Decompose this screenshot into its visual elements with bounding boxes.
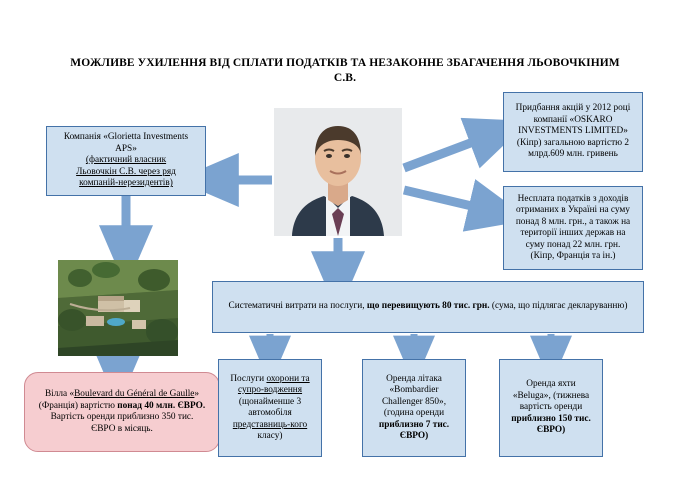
yacht-line-3: вартість оренди xyxy=(519,402,583,413)
yacht-line-5: ЄВРО) xyxy=(536,425,566,436)
company-line-1: Компанія «Glorietta Investments xyxy=(63,132,189,143)
yacht-line-1: Оренда яхти xyxy=(526,379,576,390)
security-line-6: класу) xyxy=(257,431,283,441)
villa-line-1-pre: Вілла « xyxy=(44,389,75,399)
unpaid-tax-line-2: отриманих в Україні на суму xyxy=(516,205,630,215)
shares-line-3: INVESTMENTS LIMITED» xyxy=(518,126,628,137)
security-line-1-underlined: охорони та xyxy=(266,373,310,384)
security-line-4: автомобіля xyxy=(248,408,292,418)
node-plane-rental[interactable] xyxy=(362,359,466,457)
shares-line-2: компанії «OSKARO xyxy=(533,114,613,125)
plane-line-2: «Bombardier xyxy=(389,385,439,395)
company-line-3: (фактичний власник xyxy=(85,155,167,166)
node-shares-purchase[interactable] xyxy=(503,92,643,172)
yacht-line-4: приблизно 150 тис. xyxy=(511,413,591,424)
expenses-text-2: (сума, що підлягає декларуванню) xyxy=(489,301,628,312)
villa-line-4: ЄВРО в місяць. xyxy=(91,423,153,434)
security-line-5: представниць-кого xyxy=(232,419,308,430)
node-unpaid-tax[interactable] xyxy=(503,186,643,270)
unpaid-tax-line-4: території інших держав на xyxy=(520,228,626,238)
security-line-2: супро-водження xyxy=(237,385,303,395)
security-line-1: Послуги xyxy=(230,373,267,384)
unpaid-tax-line-1: Несплата податків з доходів xyxy=(517,193,629,204)
expenses-text-1: Систематичні витрати на послуги, xyxy=(228,301,367,312)
portrait-photo xyxy=(274,108,402,236)
plane-line-4: (година оренди xyxy=(383,408,445,418)
node-villa-description[interactable] xyxy=(24,372,220,452)
villa-aerial-image xyxy=(58,260,178,356)
company-line-2: APS» xyxy=(115,143,137,154)
shares-line-5: млрд.609 млн. гривень xyxy=(528,149,618,160)
node-company[interactable] xyxy=(46,126,206,196)
portrait-illustration xyxy=(274,108,402,236)
unpaid-tax-line-5: суму понад 22 млн. грн. xyxy=(525,239,621,250)
node-security-services[interactable] xyxy=(218,359,322,457)
plane-line-1: Оренда літака xyxy=(386,373,442,384)
unpaid-tax-line-3: понад 8 млн. грн., а також на xyxy=(515,216,631,227)
villa-address-link[interactable]: Boulevard du Général de Gaulle xyxy=(74,389,195,399)
arrow-photo-to-unpaid-tax xyxy=(404,190,497,212)
villa-aerial-illustration xyxy=(58,260,178,356)
arrow-photo-to-shares xyxy=(404,133,497,168)
node-yacht-rental[interactable] xyxy=(499,359,603,457)
expenses-text-highlight: що перевищують 80 тис. грн. xyxy=(366,301,490,312)
shares-line-4: (Кіпр) загальною вартістю 2 xyxy=(516,137,630,148)
company-line-4: Льовочкін С.В. через ряд xyxy=(76,166,176,177)
page-title-text: МОЖЛИВЕ УХИЛЕННЯ ВІД СПЛАТИ ПОДАТКІВ ТА НЕЗАКОННЕ ЗБАГАЧЕННЯ ЛЬОВОЧКІНИМ С.В. xyxy=(70,57,620,84)
yacht-line-2: «Beluga», (тижнева xyxy=(512,390,590,401)
page-title xyxy=(60,56,630,86)
plane-line-6: ЄВРО) xyxy=(399,431,429,441)
unpaid-tax-line-6: (Кіпр, Франція та ін.) xyxy=(530,251,616,261)
node-systematic-expenses[interactable] xyxy=(212,281,644,333)
villa-value: понад 40 млн. ЄВРО. xyxy=(117,400,206,411)
villa-line-3: Вартість оренди приблизно 350 тис. xyxy=(50,412,194,422)
company-line-5: компаній-нерезидентів) xyxy=(79,178,173,189)
plane-line-3: Challenger 850», xyxy=(381,396,447,407)
security-line-3: (щонайменше 3 xyxy=(238,396,302,407)
shares-line-1: Придбання акцій у 2012 році xyxy=(515,103,631,114)
villa-line-1-post: » xyxy=(194,389,200,399)
plane-line-5: приблизно 7 тис. xyxy=(378,419,450,430)
villa-line-2-pre: (Франція) вартістю xyxy=(38,400,118,411)
